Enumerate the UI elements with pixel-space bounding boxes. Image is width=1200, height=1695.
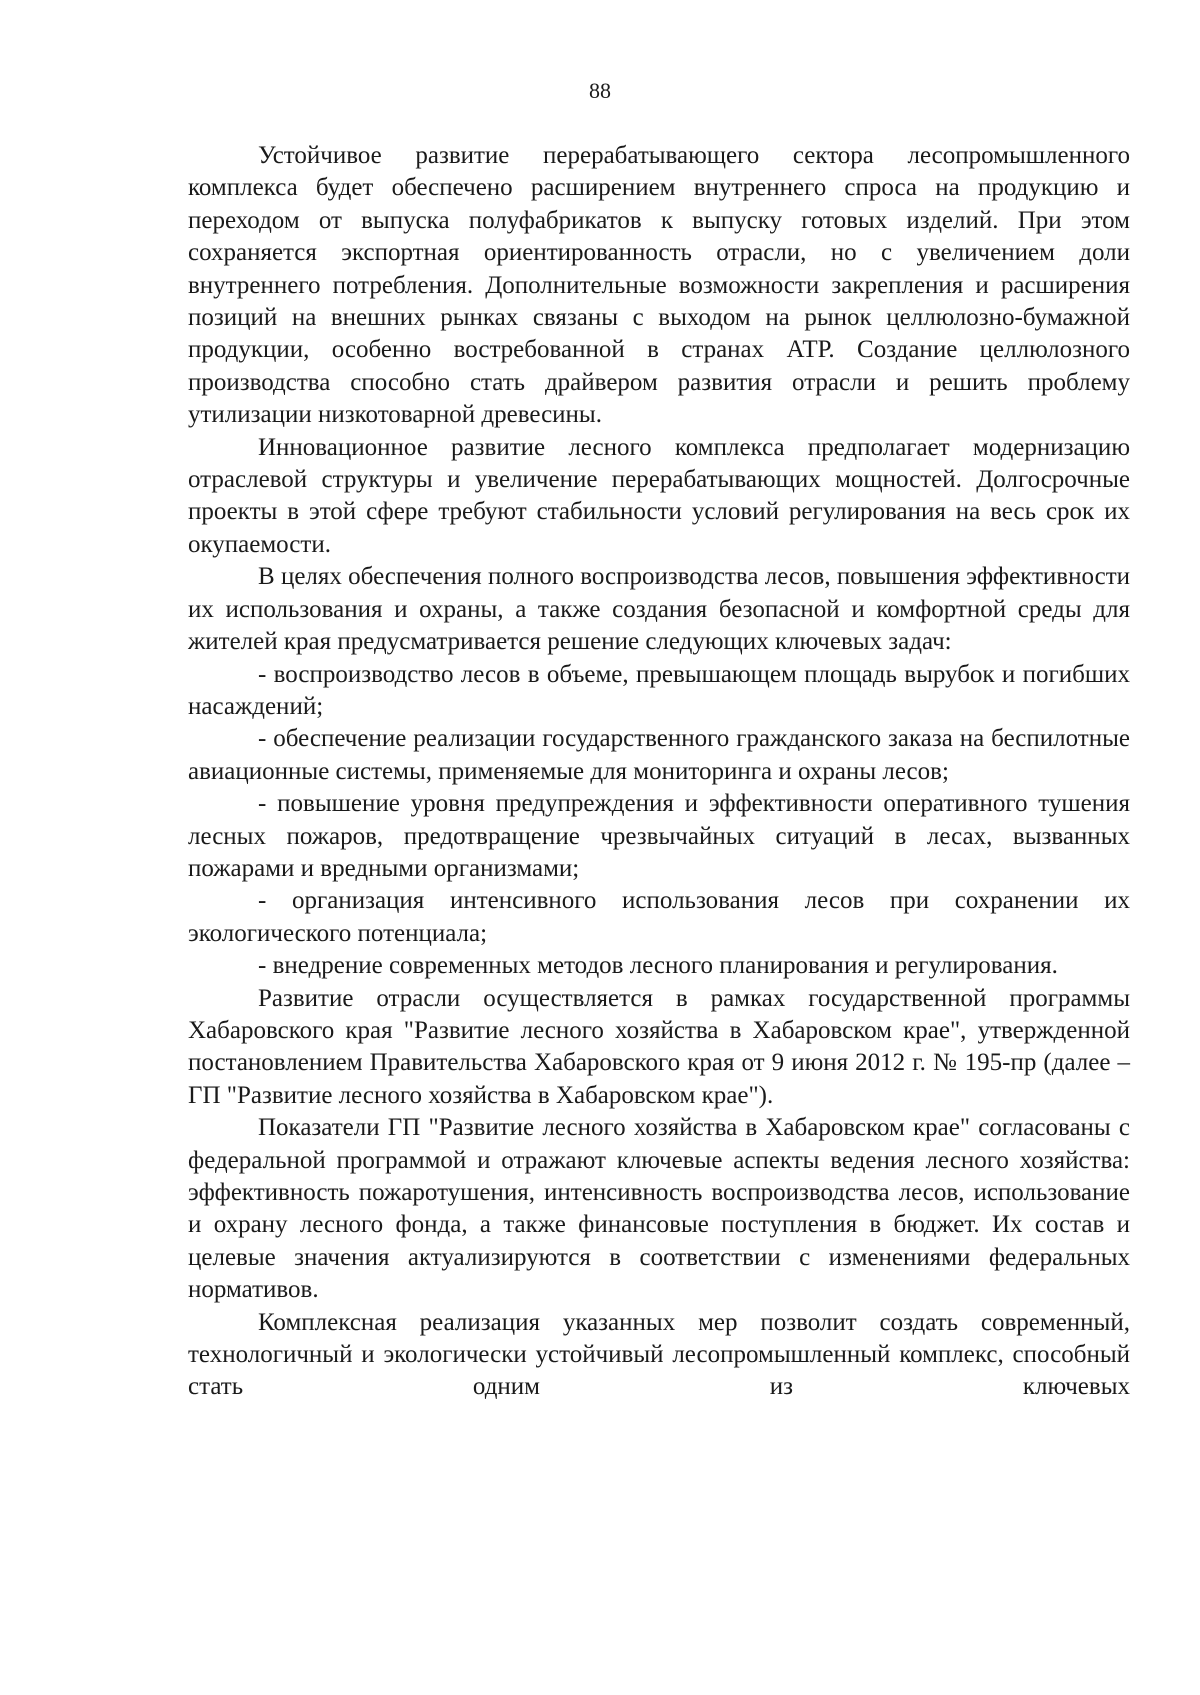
page-number: 88 xyxy=(589,78,611,103)
paragraph-sustainable-development: Устойчивое развитие перерабатывающего сектора лесопромышленного комплекса будет обеспечено расширением внутреннего спроса на продукцию и переходом от выпуска полуфабрикатов к выпуску готовых изделий. При этом сохраняется экспортная ориентированность отрасли, но с увеличением доли внутреннего потребления. Дополнительные возможности закрепления и расширения позиций на внешних рынках связаны с выходом на рынок целлюлозно-бумажной продукции, особенно востребованной в странах АТР. Создание целлюлозного производства способно стать драйвером развития отрасли и решить проблему утилизации низкотоварной древесины. xyxy=(188,142,1130,429)
body-text xyxy=(188,140,1130,1404)
paragraph-state-program: Развитие отрасли осуществляется в рамках государственной программы Хабаровского края "Развитие лесного хозяйства в Хабаровском крае", утвержденной постановлением Правительства Хабаровского края от 9 июня 2012 г. № 195-пр (далее – ГП "Развитие лесного хозяйства в Хабаровском крае"). xyxy=(188,984,1130,1109)
paragraph-innovative-development: Инновационное развитие лесного комплекса предполагает модернизацию отраслевой структуры и увеличение перерабатывающих мощностей. Долгосрочные проекты в этой сфере требуют стабильности условий регулирования на весь срок их окупаемости. xyxy=(188,433,1130,558)
list-item-forest-planning: - внедрение современных методов лесного планирования и регулирования. xyxy=(258,952,1058,980)
list-item-reforestation: - воспроизводство лесов в объеме, превышающем площадь вырубок и погибших насаждений; xyxy=(188,660,1130,720)
paragraph-comprehensive-implementation: Комплексная реализация указанных мер позволит создать современный, технологичный и экологически устойчивый лесопромышленный комплекс, способный стать одним из ключевых xyxy=(188,1308,1130,1401)
paragraph-program-indicators: Показатели ГП "Развитие лесного хозяйства в Хабаровском крае" согласованы с федеральной программой и отражают ключевые аспекты ведения лесного хозяйства: эффективность пожаротушения, интенсивность воспроизводства лесов, использование и охрану лесного фонда, а также финансовые поступления в бюджет. Их состав и целевые значения актуализируются в соответствии с изменениями федеральных нормативов. xyxy=(188,1114,1130,1304)
list-item-drone-systems: - обеспечение реализации государственного гражданского заказа на беспилотные авиационные системы, применяемые для мониторинга и охраны лесов; xyxy=(188,725,1130,785)
list-item-fire-prevention: - повышение уровня предупреждения и эффективности оперативного тушения лесных пожаров, предотвращение чрезвычайных ситуаций в лесах, вызванных пожарами и вредными организмами; xyxy=(188,790,1130,882)
paragraph-key-tasks-intro: В целях обеспечения полного воспроизводства лесов, повышения эффективности их использования и охраны, а также создания безопасной и комфортной среды для жителей края предусматривается решение следующих ключевых задач: xyxy=(188,563,1130,656)
list-item-intensive-use: - организация интенсивного использования лесов при сохранении их экологического потенциала; xyxy=(188,887,1130,947)
